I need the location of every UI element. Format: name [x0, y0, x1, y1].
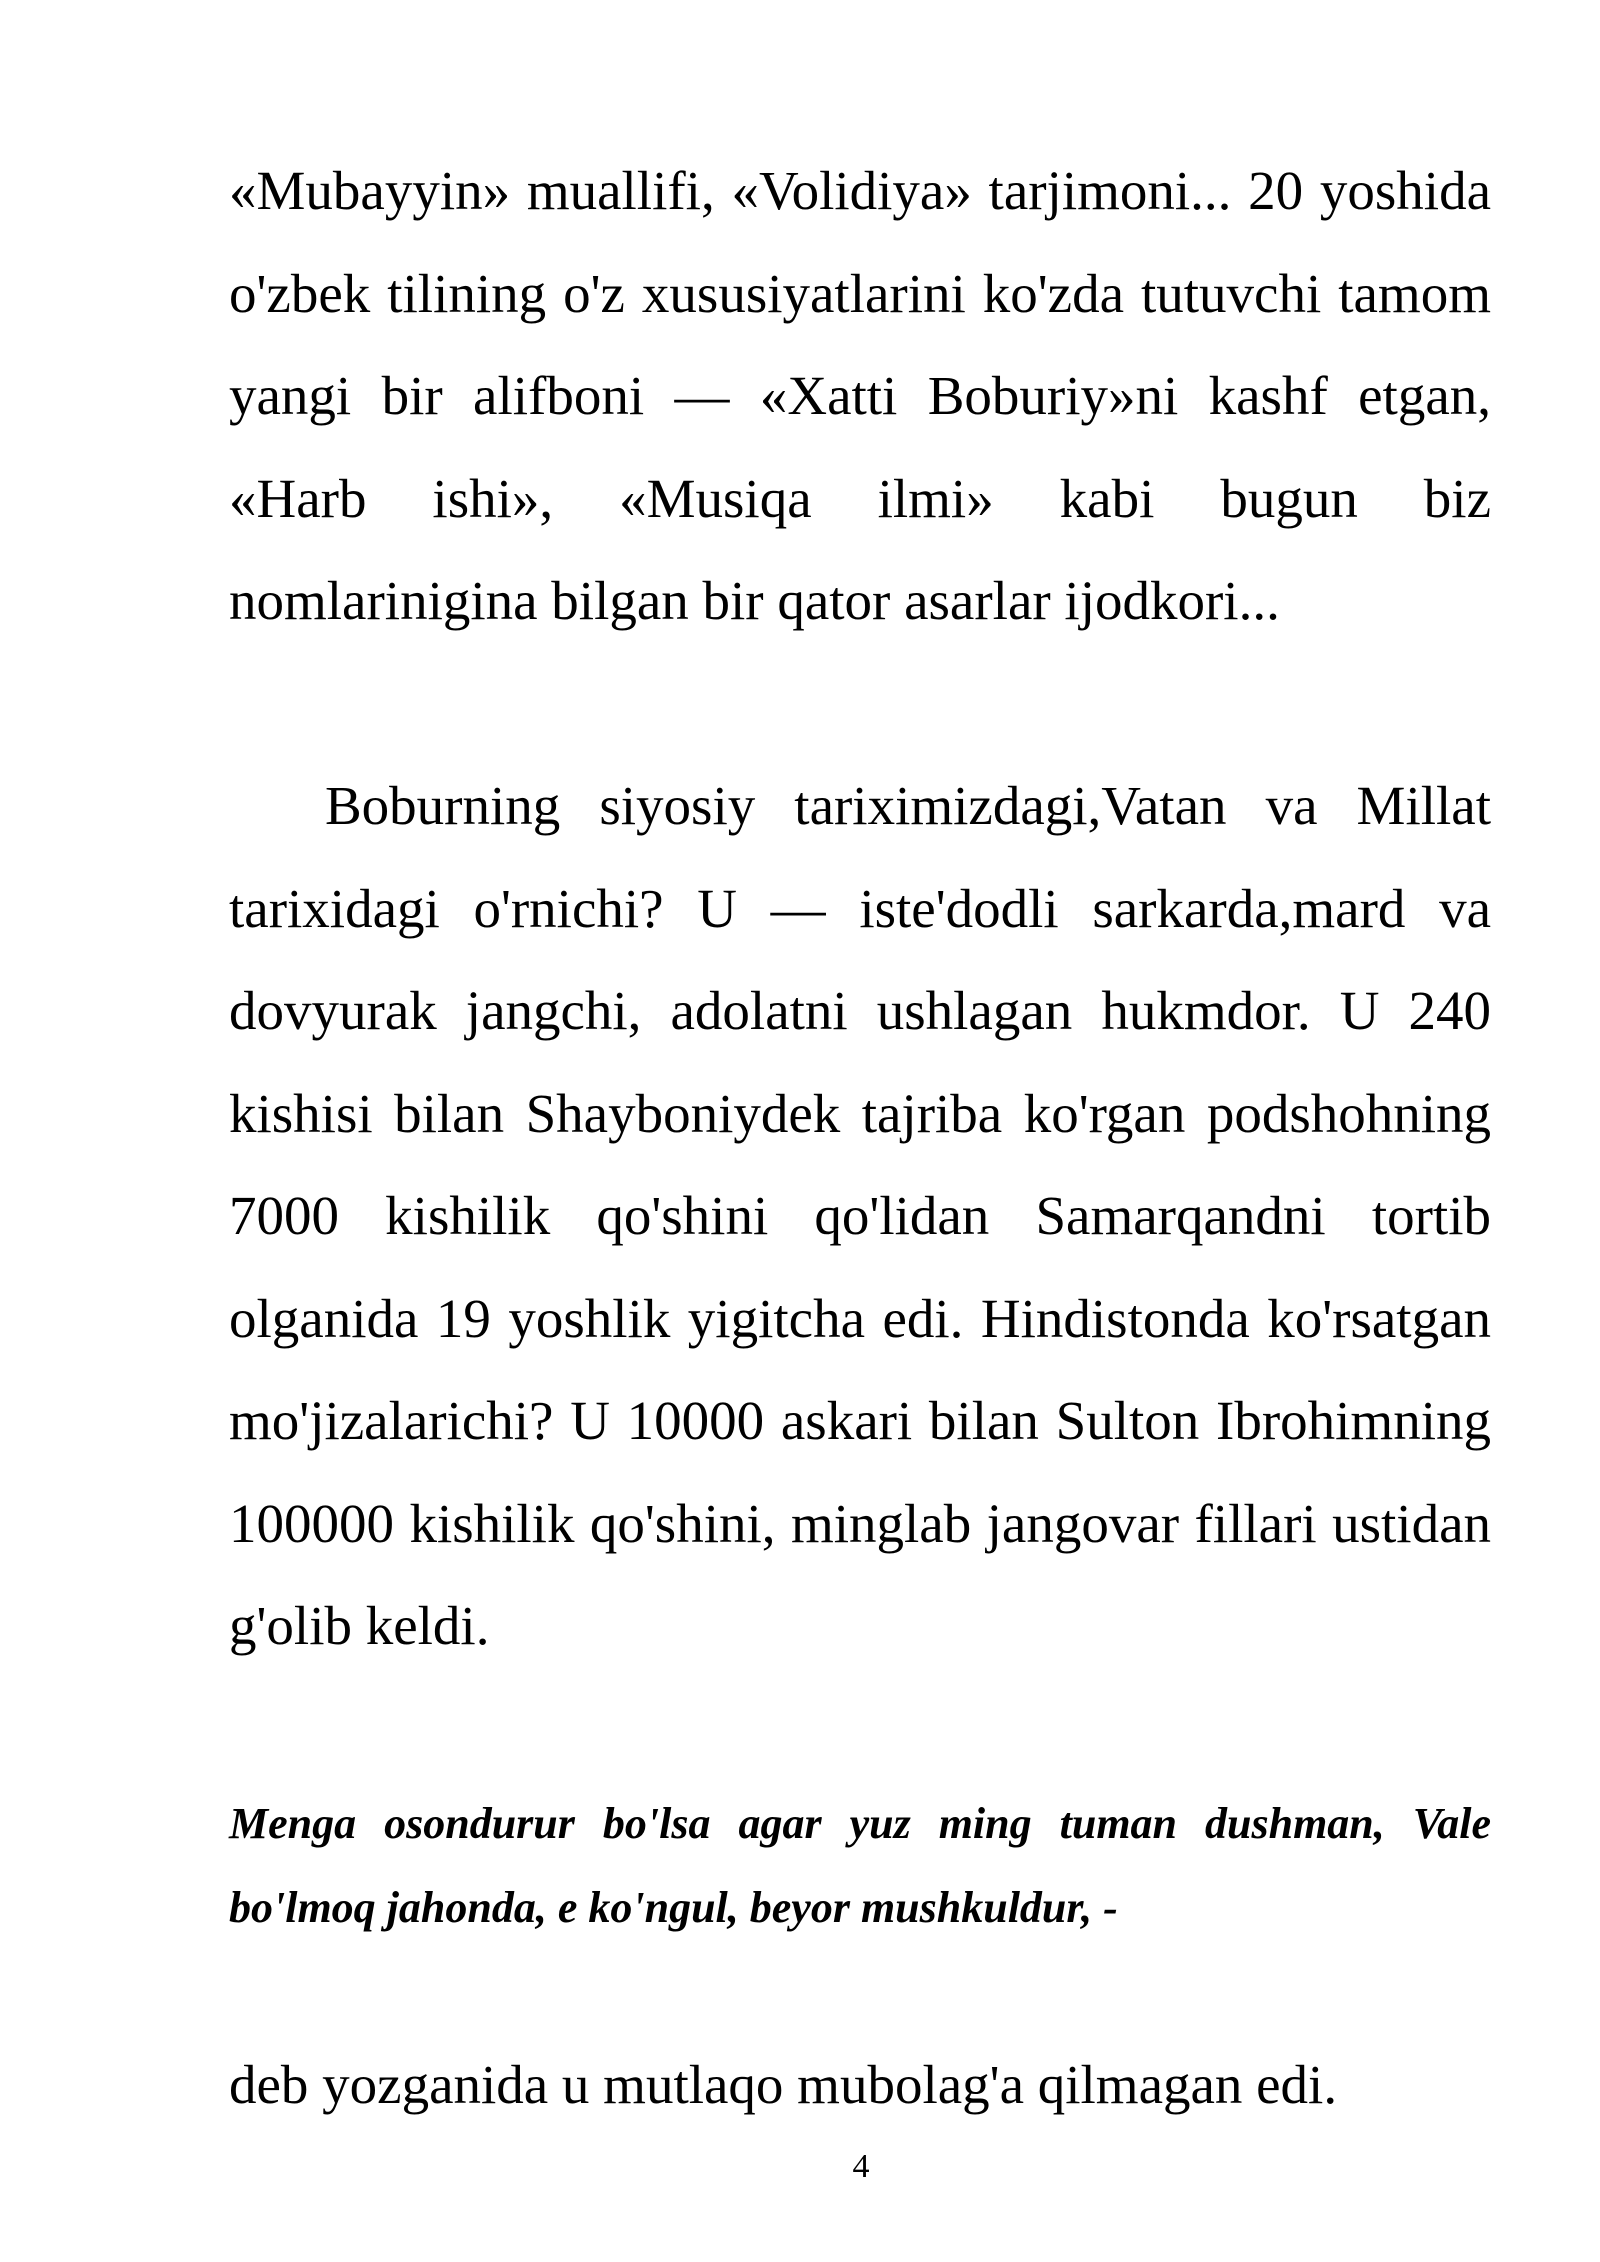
body-paragraph: «Mubayyin» muallifi, «Volidiya» tarjimoni... 20 yoshida o'zbek tilining o'z xususiyatlarini ko'zda tutuvchi tamom yangi bir alifboni — «Xatti Boburiy»ni kashf etgan, «Harb ishi», «Musiqa ilmi» kabi bugun biz nomlarinigina bilgan bir qator asarlar ijodkori... [229, 160, 1491, 631]
body-paragraph: Boburning siyosiy tariximizdagi,Vatan va Millat tarixidagi o'rnichi? U — iste'dodli sarkarda,mard va dovyurak jangchi, adolatni ushlagan hukmdor. U 240 kishisi bilan Shayboniydek tajriba ko'rgan podshohning 7000 kishilik qo'shini qo'lidan Samarqandni tortib olganida 19 yoshlik yigitcha edi. Hindistonda ko'rsatgan mo'jizalarichi? U 10000 askari bilan Sulton Ibrohimning 100000 kishilik qo'shini, minglab jangovar fillari ustidan g'olib keldi. [229, 775, 1491, 1656]
poem-quote: Menga osondurur bo'lsa agar yuz ming tuman dushman, Vale bo'lmoq jahonda, e ko'ngul, beyor mushkuldur, - [229, 1799, 1491, 1932]
page-number: 4 [852, 2148, 870, 2185]
body-paragraph: deb yozganida u mutlaqo mubolag'a qilmagan edi. [229, 2054, 1338, 2115]
